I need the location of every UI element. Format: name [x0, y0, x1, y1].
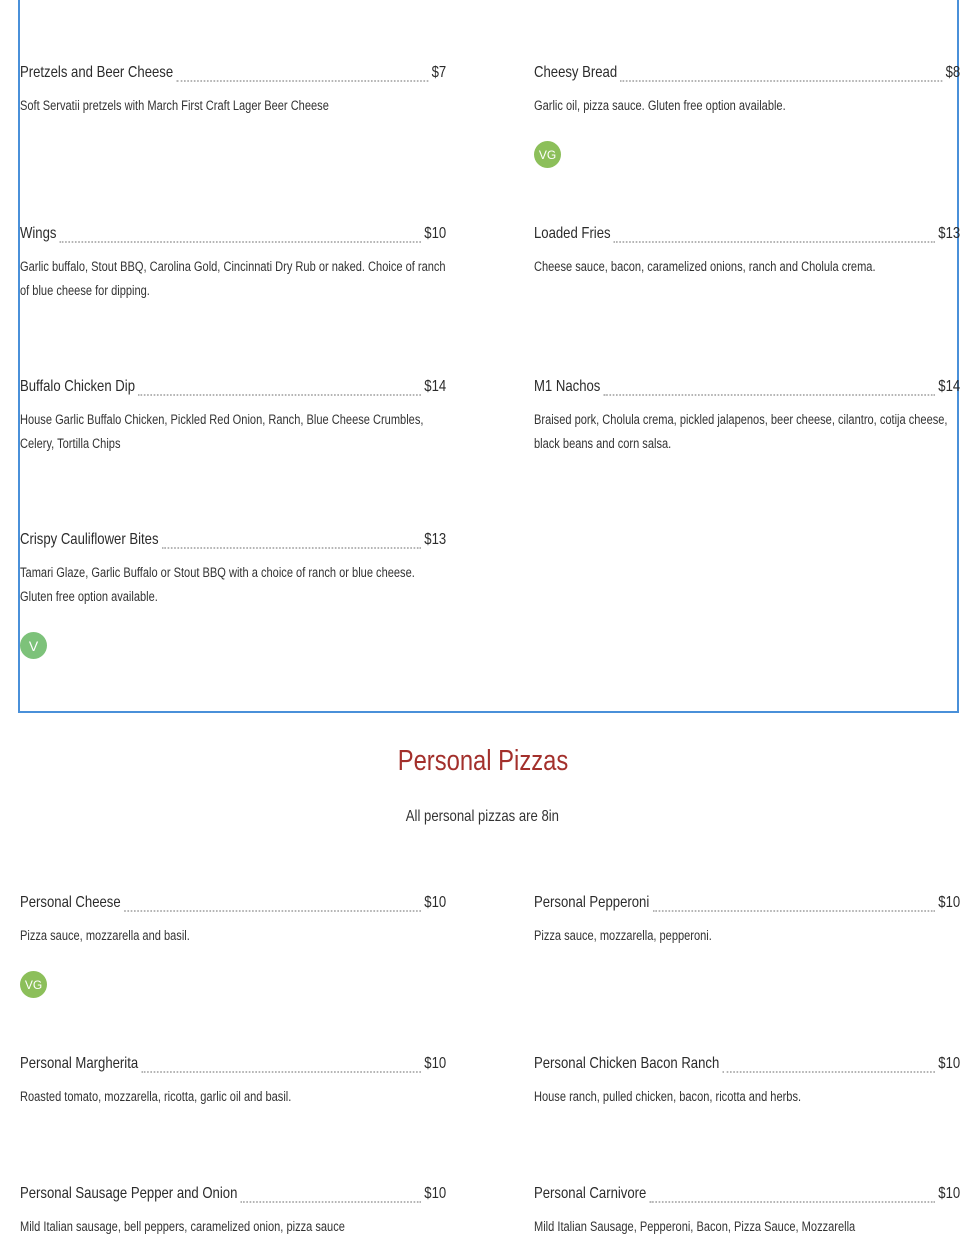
dot-leader [124, 900, 421, 912]
menu-item[interactable] [20, 1185, 446, 1239]
menu-item-header [20, 531, 446, 549]
menu-item-description: Garlic buffalo, Stout BBQ, Carolina Gold, Cincinnati Dry Rub or naked. Choice of ranch of blue cheese for dipping. [20, 259, 446, 298]
vegetarian-badge-icon: VG [20, 971, 47, 998]
menu-item-description: Mild Italian Sausage, Pepperoni, Bacon, Pizza Sauce, Mozzarella [534, 1219, 856, 1234]
menu-item[interactable] [534, 894, 960, 948]
menu-item-description: House ranch, pulled chicken, bacon, ricotta and herbs. [534, 1089, 802, 1104]
vegan-badge-icon: V [20, 632, 47, 659]
dot-leader [620, 70, 942, 82]
menu-item-price: $14 [938, 378, 961, 395]
menu-item-name: Personal Margherita [20, 1055, 139, 1072]
menu-item-name: Personal Chicken Bacon Ranch [534, 1055, 720, 1072]
menu-item[interactable] [534, 1185, 960, 1239]
dot-leader [241, 1191, 421, 1203]
menu-item[interactable] [20, 225, 446, 303]
menu-item-header [20, 378, 446, 396]
menu-item-name: Cheesy Bread [534, 64, 618, 81]
menu-item-description: Pizza sauce, mozzarella and basil. [20, 928, 190, 943]
menu-item-name: Pretzels and Beer Cheese [20, 64, 174, 81]
dot-leader [141, 1061, 421, 1073]
menu-item[interactable] [534, 225, 960, 279]
menu-item-price: $10 [938, 894, 961, 911]
menu-item-header [534, 225, 960, 243]
dot-leader [176, 70, 428, 82]
menu-item[interactable] [534, 64, 960, 118]
dot-leader [162, 537, 421, 549]
menu-item-description: Roasted tomato, mozzarella, ricotta, garlic oil and basil. [20, 1089, 292, 1104]
menu-item-description: House Garlic Buffalo Chicken, Pickled Red Onion, Ranch, Blue Cheese Crumbles, Celery, Tortilla Chips [20, 412, 424, 451]
menu-item-price: $10 [424, 225, 447, 242]
menu-item-description: Mild Italian sausage, bell peppers, caramelized onion, pizza sauce [20, 1219, 345, 1234]
dot-leader [653, 900, 935, 912]
menu-item-price: $10 [424, 894, 447, 911]
menu-item-header [20, 225, 446, 243]
menu-item-description: Garlic oil, pizza sauce. Gluten free option available. [534, 98, 786, 113]
menu-item[interactable] [534, 378, 960, 456]
menu-item-price: $10 [938, 1055, 961, 1072]
menu-item-price: $13 [938, 225, 961, 242]
menu-item-name: Crispy Cauliflower Bites [20, 531, 159, 548]
menu-item[interactable] [20, 378, 446, 456]
menu-item-name: Personal Carnivore [534, 1185, 647, 1202]
menu-item-header [534, 378, 960, 396]
dot-leader [138, 384, 421, 396]
menu-item[interactable] [20, 1055, 446, 1109]
menu-item-name: M1 Nachos [534, 378, 601, 395]
menu-item[interactable] [20, 894, 446, 948]
menu-item-header [20, 64, 446, 82]
menu-item-price: $7 [431, 64, 447, 81]
dot-leader [604, 384, 935, 396]
menu-item[interactable] [534, 1055, 960, 1109]
menu-item-name: Loaded Fries [534, 225, 611, 242]
dot-leader [650, 1191, 935, 1203]
menu-item-price: $10 [938, 1185, 961, 1202]
menu-item-price: $10 [424, 1055, 447, 1072]
dot-leader [614, 231, 935, 243]
menu-item-price: $14 [424, 378, 447, 395]
menu-item-name: Personal Cheese [20, 894, 121, 911]
menu-item-header [20, 1055, 446, 1073]
menu-item-price: $13 [424, 531, 447, 548]
menu-item-header [20, 894, 446, 912]
menu-item-name: Wings [20, 225, 57, 242]
menu-item-header [534, 894, 960, 912]
menu-item-price: $8 [945, 64, 961, 81]
dot-leader [723, 1061, 935, 1073]
menu-item-header [534, 1185, 960, 1203]
section-title: Personal Pizzas [397, 745, 568, 777]
dot-leader [60, 231, 421, 243]
menu-item-description: Soft Servatii pretzels with March First Craft Lager Beer Cheese [20, 98, 329, 113]
menu-item-description: Braised pork, Cholula crema, pickled jalapenos, beer cheese, cilantro, cotija cheese, black beans and corn salsa. [534, 412, 948, 451]
menu-item[interactable] [20, 64, 446, 118]
menu-item-name: Personal Pepperoni [534, 894, 650, 911]
menu-item-name: Buffalo Chicken Dip [20, 378, 135, 395]
menu-item-header [534, 64, 960, 82]
menu-item[interactable] [20, 531, 446, 609]
menu-item-description: Tamari Glaze, Garlic Buffalo or Stout BBQ with a choice of ranch or blue cheese. Gluten free option available. [20, 565, 415, 604]
section-subtitle: All personal pizzas are 8in [405, 808, 560, 825]
menu-item-price: $10 [424, 1185, 447, 1202]
menu-item-name: Personal Sausage Pepper and Onion [20, 1185, 238, 1202]
menu-item-description: Pizza sauce, mozzarella, pepperoni. [534, 928, 712, 943]
menu-item-header [20, 1185, 446, 1203]
menu-item-header [534, 1055, 960, 1073]
menu-item-description: Cheese sauce, bacon, caramelized onions, ranch and Cholula crema. [534, 259, 876, 274]
vegetarian-badge-icon: VG [534, 141, 561, 168]
